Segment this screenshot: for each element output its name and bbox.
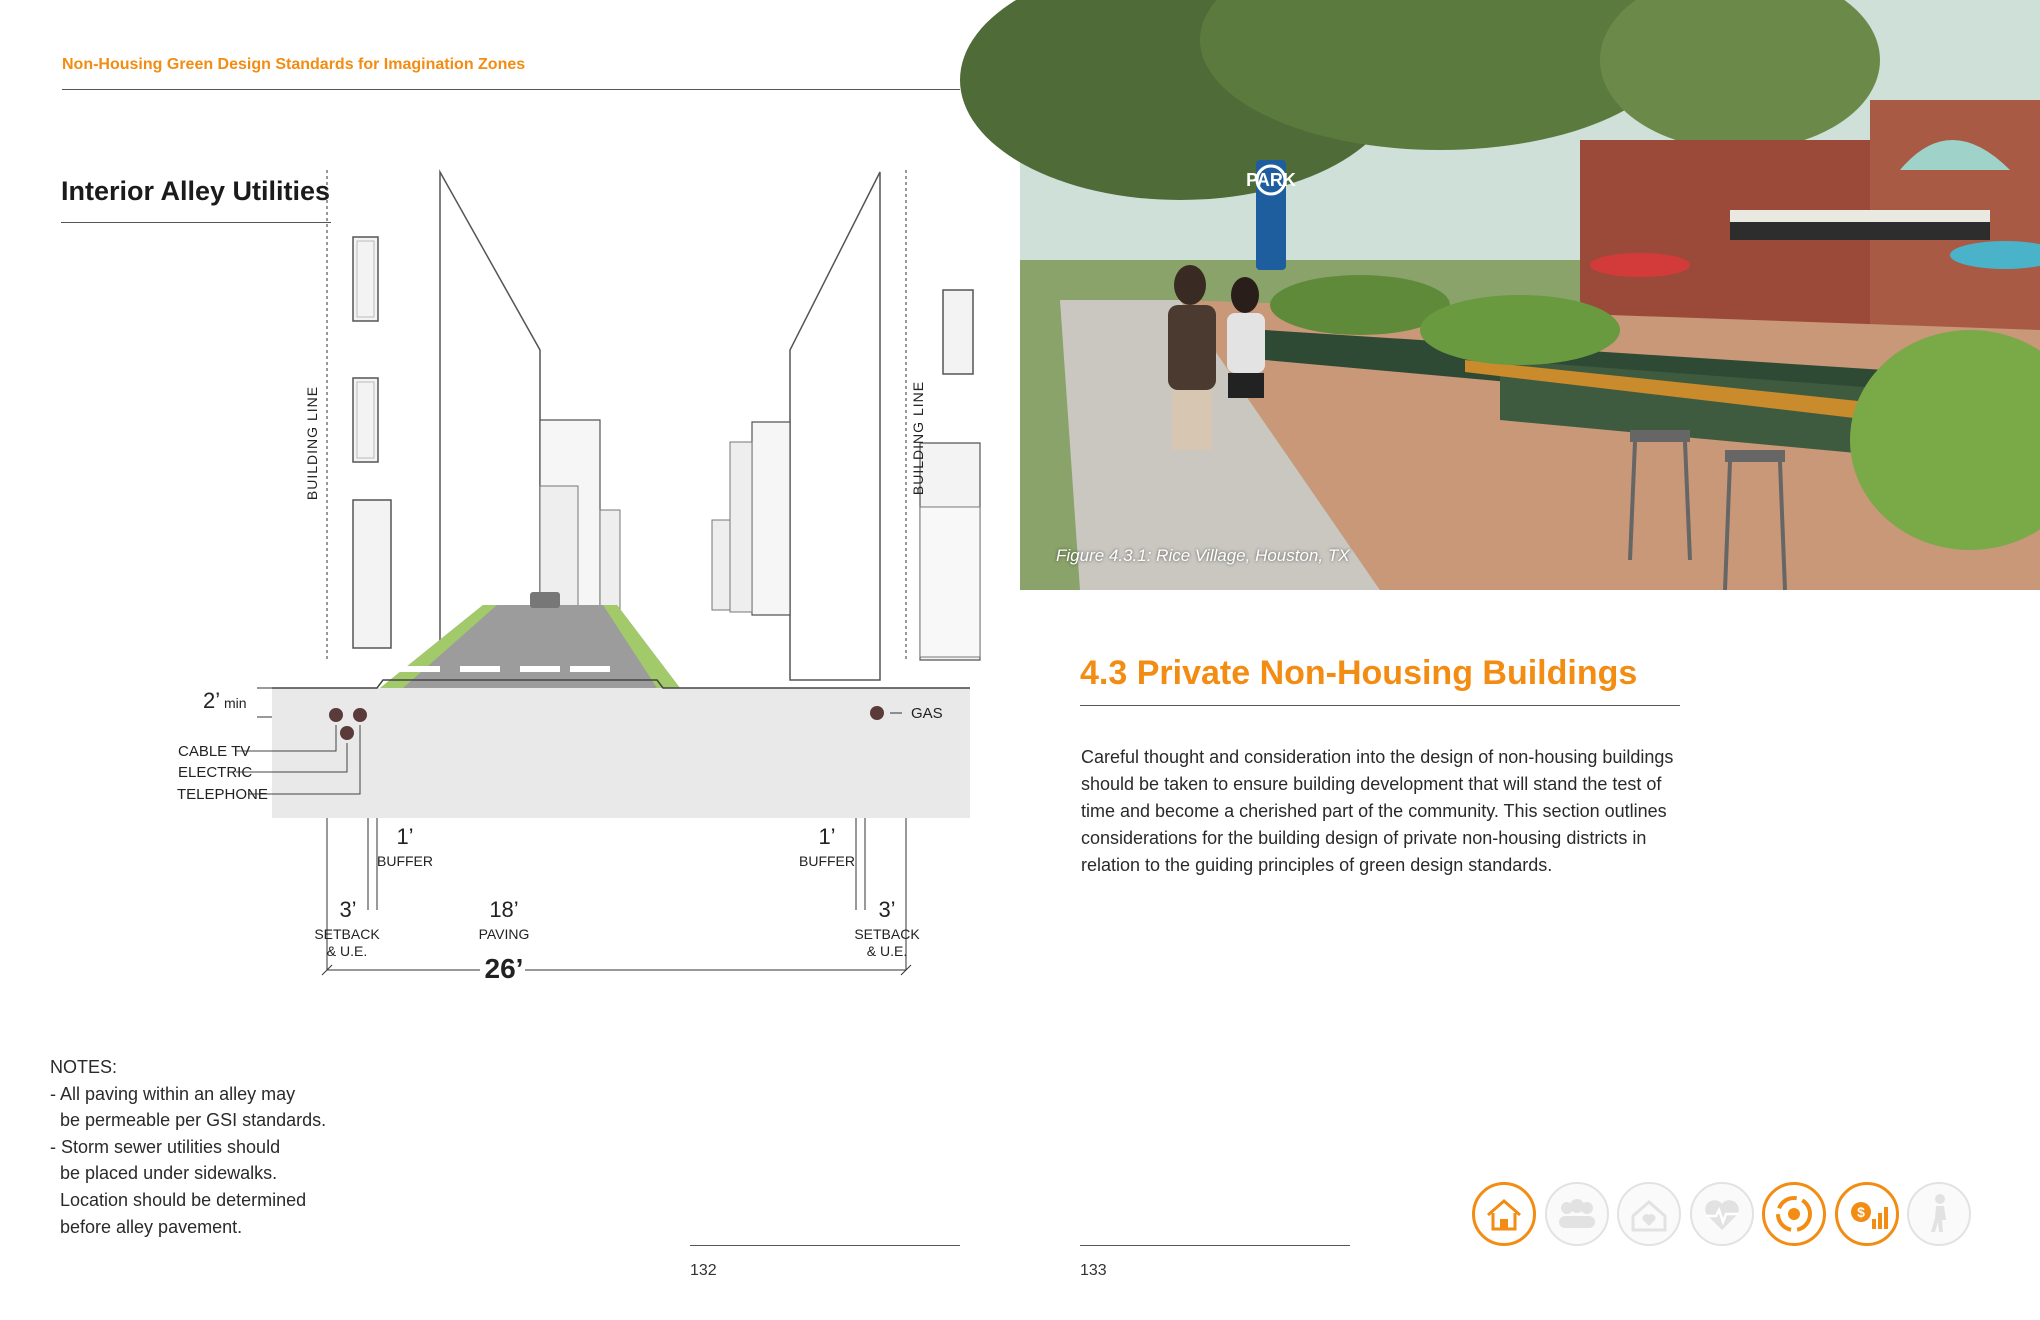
svg-text:$: $ [1857, 1204, 1865, 1220]
health-icon [1690, 1182, 1754, 1246]
page-number-left: 132 [690, 1262, 717, 1279]
buffer-right-value: 1’ [818, 824, 836, 849]
gas-label: GAS [911, 705, 943, 722]
setback-right-label-ue: & U.E. [866, 943, 908, 959]
setback-right-value: 3’ [878, 897, 896, 922]
building-line-right-label [910, 381, 926, 495]
paving-label: PAVING [478, 926, 530, 942]
notes-line: be placed under sidewalks. [50, 1163, 278, 1184]
section-heading-divider [1080, 705, 1680, 706]
home-heart-icon [1617, 1182, 1681, 1246]
buffer-right-label: BUFFER [799, 853, 855, 869]
svg-text:BUILDING LINE: BUILDING LINE [910, 380, 926, 496]
notes-line: be permeable per GSI standards. [50, 1110, 327, 1131]
min-depth-sub-label: min [224, 695, 247, 711]
notes-line: - All paving within an alley may [50, 1083, 296, 1104]
footer-divider-left [690, 1245, 960, 1246]
page-number-right: 133 [1080, 1262, 1107, 1279]
setback-right-label: SETBACK [854, 926, 920, 942]
cable-tv-label: CABLE TV [178, 743, 251, 760]
alley-notes [50, 1054, 350, 1240]
buffer-left-value: 1’ [396, 824, 414, 849]
electric-label: ELECTRIC [178, 764, 253, 781]
telephone-label: TELEPHONE [177, 786, 268, 803]
park-sign-text: PARK [1246, 170, 1296, 190]
community-icon [1545, 1182, 1609, 1246]
setback-left-label-ue: & U.E. [326, 943, 368, 959]
sustainability-cycle-icon [1762, 1182, 1826, 1246]
rice-village-photo [1020, 0, 2040, 590]
notes-line: before alley pavement. [50, 1216, 243, 1237]
svg-text:BUILDING LINE: BUILDING LINE [304, 385, 320, 501]
notes-line: - Storm sewer utilities should [50, 1136, 281, 1157]
notes-line: Location should be determined [50, 1189, 307, 1210]
footer-divider-right [1080, 1245, 1350, 1246]
total-width-label: 26’ [484, 953, 524, 984]
header-divider [62, 89, 960, 90]
buffer-left-label: BUFFER [377, 853, 433, 869]
notes-line: NOTES: [50, 1057, 118, 1077]
document-header: Non-Housing Green Design Standards for Imagination Zones [62, 56, 526, 73]
setback-left-label: SETBACK [314, 926, 380, 942]
section-heading: 4.3 Private Non-Housing Buildings [1080, 654, 1638, 692]
economic-growth-icon [1835, 1182, 1899, 1246]
section-title: Interior Alley Utilities [61, 176, 331, 206]
min-depth-label: 2’ [203, 688, 221, 713]
housing-icon [1472, 1182, 1536, 1246]
guiding-principles-icons [1470, 1182, 1990, 1252]
paving-value: 18’ [489, 897, 519, 922]
pedestrian-icon [1907, 1182, 1971, 1246]
section-body-text: Careful thought and consideration into the design of non-housing buildings should be taken to ensure building development that will stand the test of time and become a cherished part of the community. This section outlines considerations for the building design of private non-housing districts in relation to the guiding principles of green design standards. [1081, 747, 1674, 875]
setback-left-value: 3’ [339, 897, 357, 922]
building-line-left-label [304, 386, 320, 500]
photo-caption: Figure 4.3.1: Rice Village, Houston, TX [1056, 546, 1350, 565]
